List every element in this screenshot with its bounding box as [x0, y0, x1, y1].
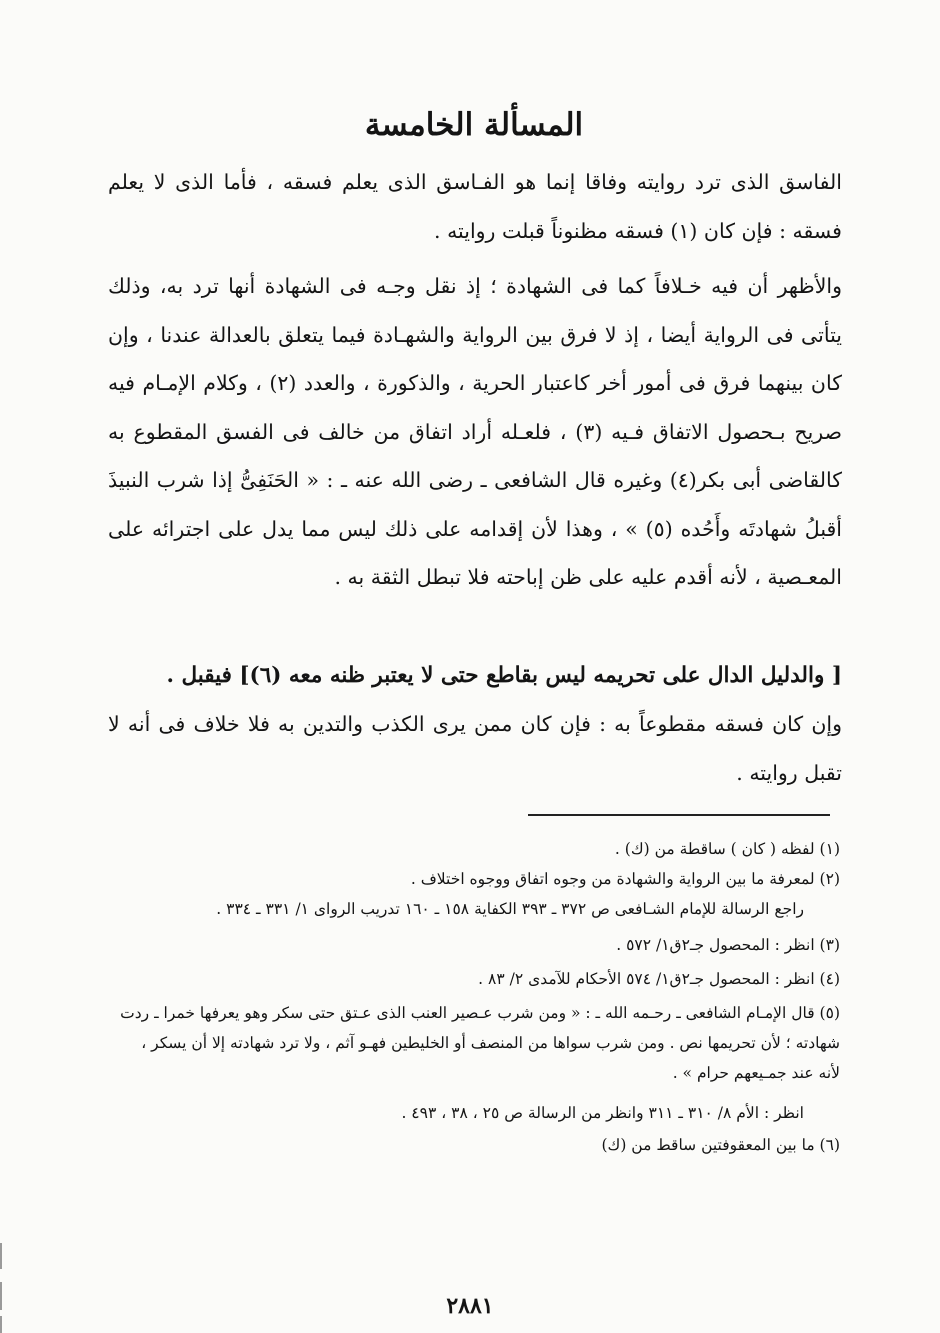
body-paragraph-4: وإن كان فسقه مقطوعاً به : فإن كان ممن يرى الكذب والتدين به فلا خلاف فى أنه لا تقبل روايته .	[108, 712, 842, 785]
footnote-2-reference: راجع الرسالة للإمام الشـافعى ص ٣٧٢ ـ ٣٩٣ الكفاية ١٥٨ ـ ١٦٠ تدريب الرواى ١/ ٣٣١ ـ ٣٣٤ .	[216, 900, 804, 918]
footnote-1: (١) لفظه ( كان ) ساقطة من (ك) .	[614, 840, 840, 858]
scan-margin-mark	[0, 1316, 2, 1333]
footnote-3: (٣) انظر : المحصول جـ٢ق١/ ٥٧٢ .	[616, 936, 840, 954]
scan-margin-mark	[0, 1243, 2, 1269]
footnote-4: (٤) انظر : المحصول جـ٢ق١/ ٥٧٤ الأحكام للآمدى ٢/ ٨٣ .	[478, 970, 840, 988]
body-paragraph-1: الفاسق الذى ترد روايته وفاقا إنما هو الفـاسق الذى يعلم فسقه ، فأما الذى لا يعلم فسقه : فإن كان (١) فسقه مظنوناً قبلت روايته .	[108, 170, 842, 243]
footnotes-section	[118, 830, 840, 1160]
body-paragraph-3: [ والدليل الدال على تحريمه ليس بقاطع حتى لا يعتبر ظنه معه (٦)] فيقبل .	[166, 663, 842, 688]
body-paragraph-2: والأظهر أن فيه خـلافاً كما فى الشهادة ؛ إذ نقل وجـه فى الشهادة أنها ترد به، وذلك يتأتى فى الرواية أيضا ، إذ لا فرق بين الرواية والشهـادة فيما يتعلق بالعدالة عندنا ، وإن كان بينهما فرق فى أمور أخر كاعتبار الحرية ، والذكورة ، والعدد (٢) ، وكلام الإمـام فيه صريح بـحصول الاتفاق فـيه (٣) ، فلعـله أراد اتفاق من خالف فى الفسق المقطوع به كالقاضى أبى بكر(٤) وغيره قال الشافعى ـ رضى الله عنه ـ : « الحَنَفِىُّ إذا شرب النبيذَ أقبلُ شهادتَه وأَحُده (٥) » ، وهذا لأن إقدامه على ذلك ليس مما يدل على اجترائه على المعـصية ، لأنه أقدم عليه على ظن إباحته فلا تبطل الثقة به .	[108, 274, 842, 589]
footnote-2: (٢) لمعرفة ما بين الرواية والشهادة من وجوه اتفاق ووجوه اختلاف .	[410, 870, 840, 888]
footnote-5: (٥) قال الإمـام الشافعى ـ رحـمه الله ـ : « ومن شرب عـصير العنب الذى عـتق حتى سكر وهو يعرفها خمرا ـ ردت شهادته ؛ لأن تحريمها نص . ومن شرب سواها من المنصف أو الخليطين فهـو آثم ، ولا ترد شهادته إلا أن يسكر ، لأنه عند جمـيعهم حرام » .	[120, 1004, 840, 1082]
footnote-6: (٦) ما بين المعقوفتين ساقط من (ك)	[601, 1136, 840, 1154]
scan-margin-mark	[0, 1282, 2, 1310]
footnote-5-reference: انظر : الأم ٨/ ٣١٠ ـ ٣١١ وانظر من الرسالة ص ٢٥ ، ٣٨ ، ٤٩٣ .	[401, 1104, 804, 1122]
page-number: ٢٨٨١	[446, 1293, 494, 1319]
section-heading: المسألة الخامسة	[364, 107, 584, 143]
footnote-separator	[528, 814, 830, 816]
